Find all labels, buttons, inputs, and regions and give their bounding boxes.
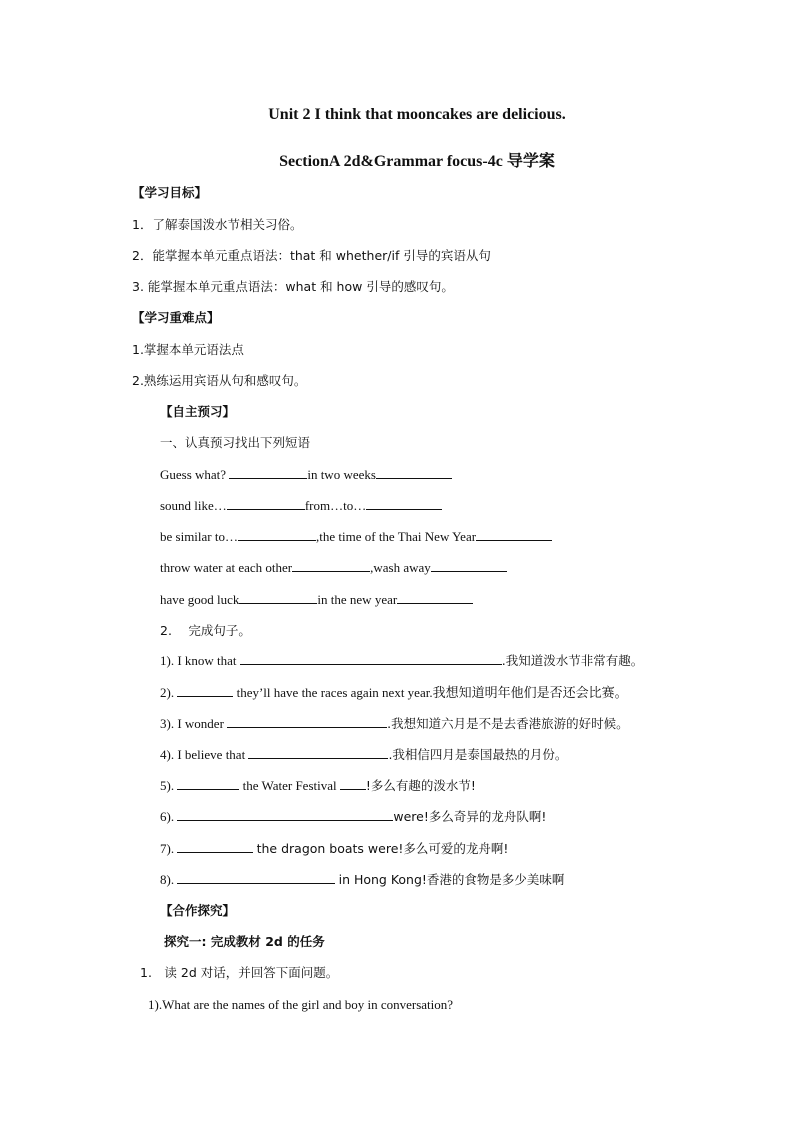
answer-blank[interactable] (239, 591, 317, 604)
phrase-text: ,the time of the Thai New Year (316, 529, 477, 544)
sentence-tail: !多么有趣的泼水节! (365, 778, 476, 793)
phrase-text: have good luck (160, 592, 240, 607)
answer-blank[interactable] (177, 840, 253, 853)
phrase-text: Guess what? (160, 467, 227, 482)
sentence-row (160, 746, 567, 764)
sentence-tail: .我知道泼水节非常有趣。 (501, 653, 644, 668)
preview-part1-title: 一、认真预习找出下列短语 (160, 435, 311, 450)
sentence-row (160, 840, 508, 858)
key-point-item: 1.掌握本单元语法点 (132, 342, 244, 357)
explore1-heading: 探究一: 完成教材 2d 的任务 (164, 934, 325, 949)
answer-blank[interactable] (229, 466, 307, 479)
cooperation-heading: 【合作探究】 (160, 903, 236, 918)
sentence-number: 4). I believe that (160, 747, 246, 762)
question-1: 1).What are the names of the girl and boy in conversation? (148, 997, 454, 1012)
objective-item: 1．了解泰国泼水节相关习俗。 (132, 217, 303, 232)
answer-blank[interactable] (476, 528, 552, 541)
answer-blank[interactable] (240, 652, 502, 665)
answer-blank[interactable] (340, 777, 366, 790)
key-points-heading: 【学习重难点】 (132, 310, 220, 325)
sentence-row (160, 684, 628, 702)
phrase-row (160, 497, 442, 515)
phrase-row (160, 591, 473, 609)
answer-blank[interactable] (376, 466, 452, 479)
phrase-text: ,wash away (370, 560, 431, 575)
sentence-number: 7). (160, 841, 175, 856)
sentence-row (160, 777, 476, 795)
sentence-tail: the dragon boats were!多么可爱的龙舟啊! (256, 841, 509, 856)
objective-item: 3. 能掌握本单元重点语法：what 和 how 引导的感叹句。 (132, 279, 454, 294)
sentence-row (160, 715, 629, 733)
sentence-number: 8). (160, 872, 175, 887)
page-subtitle: SectionA 2d&Grammar focus-4c 导学案 (279, 153, 555, 170)
objectives-heading: 【学习目标】 (132, 185, 208, 200)
answer-blank[interactable] (292, 559, 370, 572)
preview-heading: 【自主预习】 (160, 404, 236, 419)
answer-blank[interactable] (248, 746, 388, 759)
key-point-item: 2.熟练运用宾语从句和感叹句。 (132, 373, 307, 388)
answer-blank[interactable] (177, 871, 335, 884)
phrase-text: be similar to… (160, 529, 238, 544)
phrase-text: from…to… (304, 498, 367, 513)
sentence-number: 1). I know that (160, 653, 237, 668)
sentence-tail: were!多么奇异的龙舟队啊! (393, 809, 547, 824)
sentence-tail: .我相信四月是泰国最热的月份。 (388, 747, 568, 762)
sentence-middle: the Water Festival (242, 778, 337, 793)
answer-blank[interactable] (397, 591, 473, 604)
sentence-number: 2). (160, 685, 175, 700)
answer-blank[interactable] (177, 808, 393, 821)
objective-item: 2．能掌握本单元重点语法：that 和 whether/if 引导的宾语从句 (132, 248, 491, 263)
phrase-row (160, 528, 552, 546)
page-title: Unit 2 I think that mooncakes are delicious. (268, 106, 566, 123)
sentence-number: 5). (160, 778, 175, 793)
sentence-row (160, 652, 643, 670)
phrase-text: throw water at each other (160, 560, 293, 575)
answer-blank[interactable] (177, 684, 233, 697)
answer-blank[interactable] (238, 528, 316, 541)
preview-part2-title: 2. 完成句子。 (160, 623, 251, 638)
answer-blank[interactable] (227, 715, 387, 728)
phrase-text: in the new year (317, 592, 398, 607)
phrase-text: sound like… (160, 498, 227, 513)
answer-blank[interactable] (366, 497, 442, 510)
answer-blank[interactable] (227, 497, 305, 510)
sentence-tail: they’ll have the races again next year.我想知道明年他们是否还会比赛。 (236, 685, 628, 700)
sentence-row (160, 808, 546, 826)
phrase-row (160, 466, 452, 484)
answer-blank[interactable] (177, 777, 239, 790)
question-intro: 1. 读 2d 对话，并回答下面问题。 (140, 965, 339, 980)
sentence-tail: .我想知道六月是不是去香港旅游的好时候。 (387, 716, 629, 731)
phrase-row (160, 559, 507, 577)
answer-blank[interactable] (431, 559, 507, 572)
sentence-number: 3). I wonder (160, 716, 224, 731)
sentence-number: 6). (160, 809, 175, 824)
sentence-tail: in Hong Kong!香港的食物是多少美味啊 (338, 872, 565, 887)
sentence-row (160, 871, 564, 889)
phrase-text: in two weeks (307, 467, 376, 482)
